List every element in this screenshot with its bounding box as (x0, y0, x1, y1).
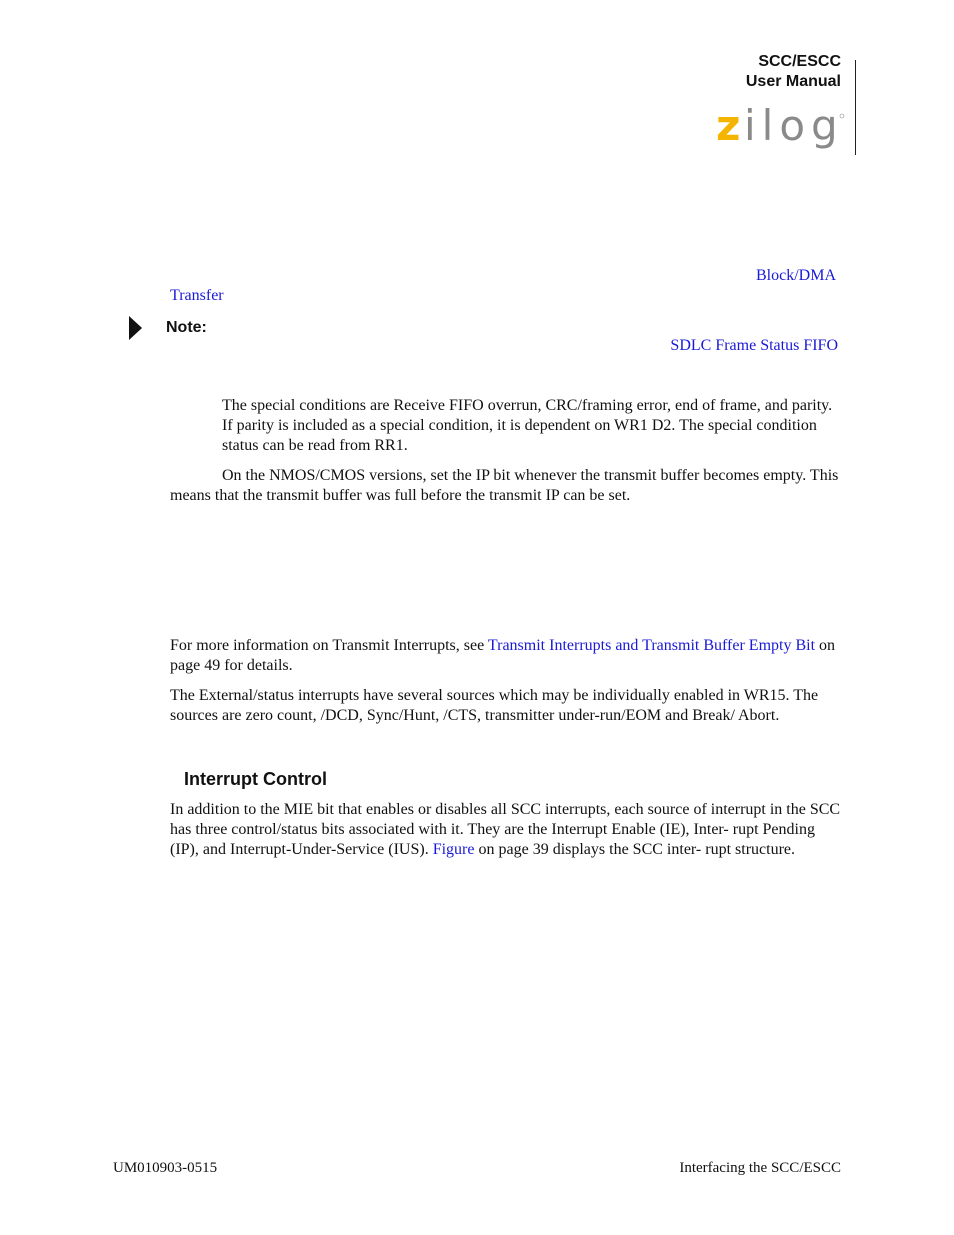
zilog-logo (716, 108, 846, 158)
transmit-intro-text: For more information on Transmit Interrupts, see (170, 637, 488, 654)
footer-section-name: Interfacing the SCC/ESCC (679, 1160, 841, 1176)
svg-text:ilog: ilog (744, 108, 844, 150)
interrupt-control-tail: on page 39 displays the SCC inter- rupt structure. (474, 841, 795, 858)
section-heading: Interrupt Control (184, 769, 327, 789)
interrupt-control-paragraph (170, 800, 842, 860)
header-divider (855, 60, 856, 155)
transmit-interrupts-link[interactable]: Transmit Interrupts and Transmit Buffer Empty Bit (487, 637, 816, 654)
block-dma-link[interactable]: Block/DMA (756, 267, 836, 284)
note-label: Note: (166, 319, 207, 336)
interrupt-control-text: In addition to the MIE bit that enables or disables all SCC interrupts, each source of interrupt in the SCC has three control/status bits associated with it. They are the Interrupt Enable (IE), Inter- rupt Pending (IP), and Interrupt-Under-Service (IUS). (170, 801, 841, 858)
sdlc-frame-status-fifo-link[interactable]: SDLC Frame Status FIFO (670, 337, 838, 354)
external-status-paragraph: The External/status interrupts have several sources which may be individually enabled in WR15. The sources are zero count, /DCD, Sync/Hunt, /CTS, transmitter under-run/EOM and Break/ Abort. (170, 687, 819, 724)
document-title-line2: User Manual (745, 73, 841, 90)
document-title (746, 52, 841, 92)
footer-doc-id: UM010903-0515 (113, 1160, 218, 1176)
nmos-cmos-paragraph (170, 466, 842, 506)
svg-text:z: z (716, 108, 741, 150)
figure-link[interactable]: Figure (432, 841, 475, 858)
transmit-tail-text: on page 49 for details. (170, 637, 836, 674)
note-arrow-icon (129, 316, 142, 340)
transfer-link[interactable]: Transfer (170, 287, 224, 304)
special-conditions-paragraph: The special conditions are Receive FIFO overrun, CRC/framing error, end of frame, and parity. If parity is included as a special condition, it is dependent on WR1 D2. The special condition status can be read from RR1. (222, 397, 833, 454)
document-title-line1: SCC/ESCC (758, 53, 841, 70)
nmos-cmos-text: On the NMOS/CMOS versions, set the IP bit whenever the transmit buffer becomes empty. This means that the transmit buffer was full before the transmit IP can be set. (170, 467, 839, 504)
transmit-interrupts-paragraph (170, 636, 842, 676)
